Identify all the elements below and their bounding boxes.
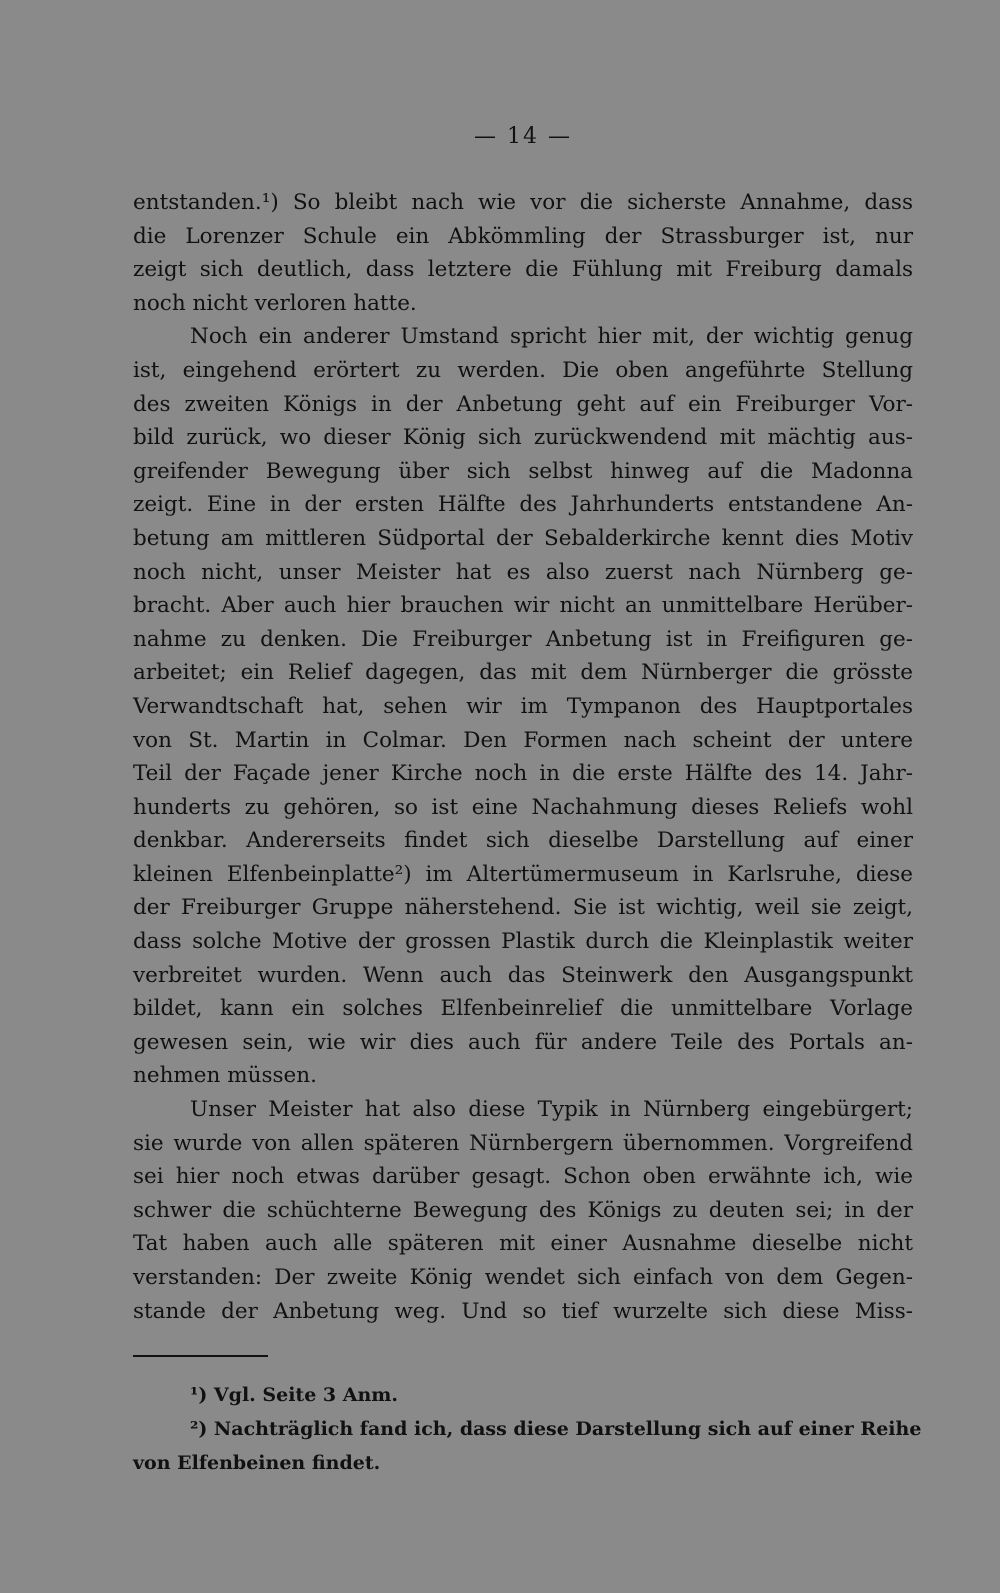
text-line: nehmen müssen. — [133, 1063, 317, 1089]
text-line: zeigt. Eine in der ersten Hälfte des Jahrhunderts entstandene An- — [133, 492, 913, 518]
text-line: Unser Meister hat also diese Typik in Nürnberg eingebürgert; — [190, 1097, 913, 1123]
text-line: schwer die schüchterne Bewegung des Königs zu deuten sei; in der — [133, 1197, 913, 1223]
text-line: denkbar. Andererseits findet sich dieselbe Darstellung auf einer — [133, 828, 913, 854]
text-line: sei hier noch etwas darüber gesagt. Schon oben erwähnte ich, wie — [133, 1164, 913, 1190]
text-line: Teil der Façade jener Kirche noch in die erste Hälfte des 14. Jahr- — [133, 761, 913, 787]
footnote-divider — [133, 1355, 268, 1357]
footnote-1: ¹) Vgl. Seite 3 Anm. — [190, 1384, 399, 1406]
text-line: hunderts zu gehören, so ist eine Nachahmung dieses Reliefs wohl — [133, 794, 913, 820]
text-line: von St. Martin in Colmar. Den Formen nach scheint der untere — [133, 727, 913, 753]
footnote-2-continued: von Elfenbeinen findet. — [133, 1452, 381, 1474]
text-line: sie wurde von allen späteren Nürnbergern übernommen. Vorgreifend — [133, 1130, 913, 1156]
text-line: zeigt sich deutlich, dass letztere die Fühlung mit Freiburg damals — [133, 257, 913, 283]
text-line: entstanden.¹) So bleibt nach wie vor die sicherste Annahme, dass — [133, 190, 913, 215]
text-line: der Freiburger Gruppe näherstehend. Sie ist wichtig, weil sie zeigt, — [133, 895, 913, 921]
footnote-2: ²) Nachträglich fand ich, dass diese Darstellung sich auf einer Reihe — [190, 1418, 922, 1440]
page-number: — 14 — — [474, 124, 572, 149]
text-line: kleinen Elfenbeinplatte²) im Altertümermuseum in Karlsruhe, diese — [133, 861, 913, 887]
text-line: betung am mittleren Südportal der Sebalderkirche kennt dies Motiv — [133, 525, 913, 551]
text-line: verstanden: Der zweite König wendet sich einfach von dem Gegen- — [133, 1265, 913, 1290]
text-line: dass solche Motive der grossen Plastik durch die Kleinplastik weiter — [133, 929, 913, 955]
text-line: Verwandtschaft hat, sehen wir im Tympanon des Hauptportales — [133, 693, 913, 719]
text-line: des zweiten Königs in der Anbetung geht auf ein Freiburger Vor- — [133, 391, 913, 417]
text-line: gewesen sein, wie wir dies auch für andere Teile des Portals an- — [133, 1029, 913, 1055]
text-line: bildet, kann ein solches Elfenbeinrelief die unmittelbare Vorlage — [133, 996, 913, 1022]
text-line: greifender Bewegung über sich selbst hinweg auf die Madonna — [133, 458, 913, 484]
text-line: die Lorenzer Schule ein Abkömmling der Strassburger ist, nur — [133, 223, 913, 249]
footnotes — [133, 1378, 922, 1480]
text-line: noch nicht verloren hatte. — [133, 290, 417, 316]
text-line: stande der Anbetung weg. Und so tief wurzelte sich diese Miss- — [133, 1298, 913, 1324]
main-text — [133, 186, 913, 1328]
text-line: noch nicht, unser Meister hat es also zuerst nach Nürnberg ge- — [133, 559, 913, 585]
text-line: verbreitet wurden. Wenn auch das Steinwerk den Ausgangspunkt — [133, 962, 913, 988]
text-line: bracht. Aber auch hier brauchen wir nicht an unmittelbare Herüber- — [133, 593, 913, 619]
text-line: Noch ein anderer Umstand spricht hier mit, der wichtig genug — [190, 324, 913, 350]
text-line: nahme zu denken. Die Freiburger Anbetung ist in Freifiguren ge- — [133, 626, 913, 652]
text-line: bild zurück, wo dieser König sich zurückwendend mit mächtig aus- — [133, 425, 913, 451]
text-line: Tat haben auch alle späteren mit einer Ausnahme dieselbe nicht — [133, 1231, 913, 1257]
text-line: arbeitet; ein Relief dagegen, das mit dem Nürnberger die grösste — [133, 660, 913, 686]
text-line: ist, eingehend erörtert zu werden. Die oben angeführte Stellung — [133, 357, 913, 383]
